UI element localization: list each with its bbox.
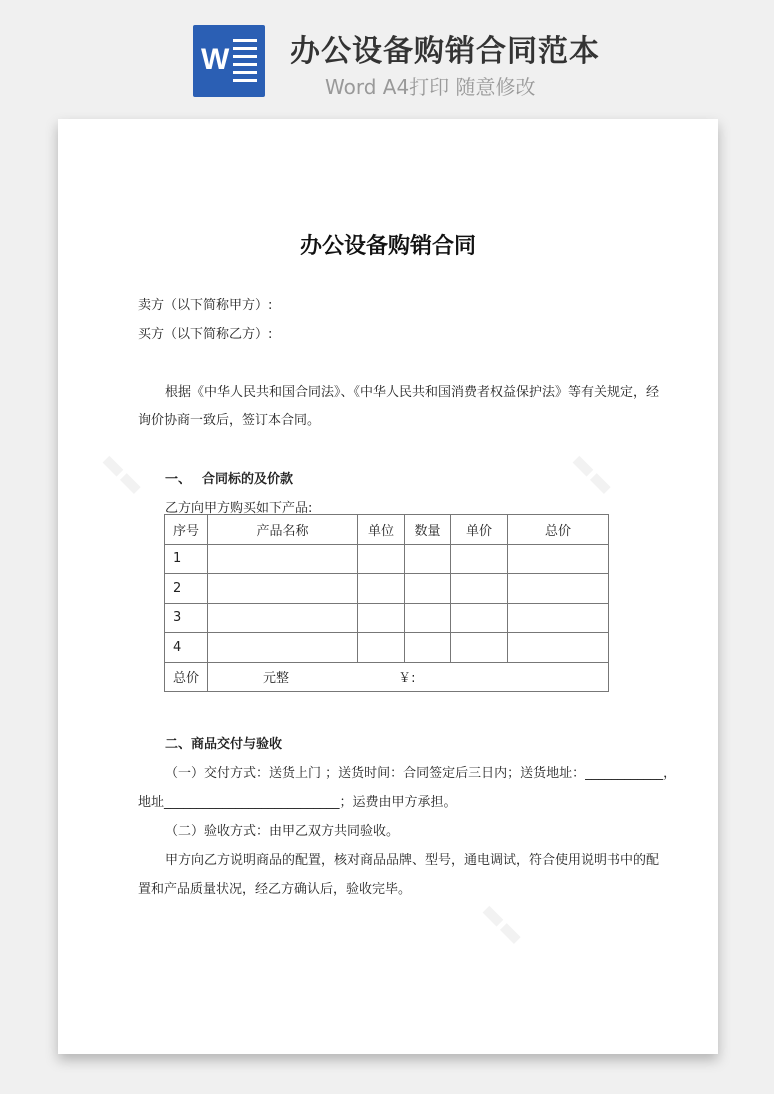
total-symbol: ￥: xyxy=(398,671,416,687)
row-number: 3 xyxy=(165,603,208,633)
purchase-note: 乙方向甲方购买如下产品: xyxy=(165,501,313,516)
table-header-row xyxy=(165,515,609,545)
row-number: 2 xyxy=(165,574,208,604)
intro-line-1: 根据《中华人民共和国合同法》、《中华人民共和国消费者权益保护法》等有关规定，经 xyxy=(165,385,660,400)
table-total-row xyxy=(165,662,609,692)
document-title: 办公设备购销合同 xyxy=(299,234,476,259)
delivery-line-1: （一）交付方式：送货上门 ；送货时间：合同签定后三日内；送货地址：____________， xyxy=(165,766,677,781)
section1-title: 合同标的及价款 xyxy=(202,472,294,487)
acceptance-line: （二）验收方式：由甲乙双方共同验收。 xyxy=(165,824,400,839)
table-row xyxy=(165,603,609,633)
buyer-line: 买方（以下简称乙方）: xyxy=(138,327,273,342)
table-row xyxy=(165,544,609,574)
section2-title: 二、商品交付与验收 xyxy=(165,737,283,752)
acceptance-detail-1: 甲方向乙方说明商品的配置，核对商品品牌、型号，通电调试，符合使用说明书中的配 xyxy=(165,853,660,868)
header-cell: 单价 xyxy=(451,515,508,545)
header-banner xyxy=(0,0,774,110)
banner-subtitle: Word A4打印 随意修改 xyxy=(325,75,536,99)
row-number: 4 xyxy=(165,633,208,663)
table-row xyxy=(165,633,609,663)
intro-line-2: 询价协商一致后，签订本合同。 xyxy=(138,413,321,428)
banner-title: 办公设备购销合同范本 xyxy=(290,34,600,69)
seller-line: 卖方（以下简称甲方）: xyxy=(138,298,273,313)
header-cell: 产品名称 xyxy=(208,515,358,545)
watermark: ▬▬ xyxy=(564,446,621,502)
total-yuan: 元整 xyxy=(263,671,290,687)
header-cell: 单位 xyxy=(358,515,405,545)
total-label: 总价 xyxy=(165,662,208,692)
watermark: ▬▬ xyxy=(474,896,531,952)
header-cell: 总价 xyxy=(508,515,609,545)
word-icon xyxy=(193,25,265,97)
total-cell xyxy=(208,662,609,692)
document-page xyxy=(58,119,718,1054)
section1-number: 一、 xyxy=(165,472,192,487)
acceptance-detail-2: 置和产品质量状况，经乙方确认后，验收完毕。 xyxy=(138,882,412,897)
word-icon-letter: W xyxy=(201,43,230,76)
delivery-line-2: 地址___________________________；运费由甲方承担。 xyxy=(138,795,457,810)
product-table xyxy=(164,514,609,692)
header-cell: 序号 xyxy=(165,515,208,545)
table-row xyxy=(165,574,609,604)
header-cell: 数量 xyxy=(405,515,451,545)
watermark: ▬▬ xyxy=(94,446,151,502)
row-number: 1 xyxy=(165,544,208,574)
